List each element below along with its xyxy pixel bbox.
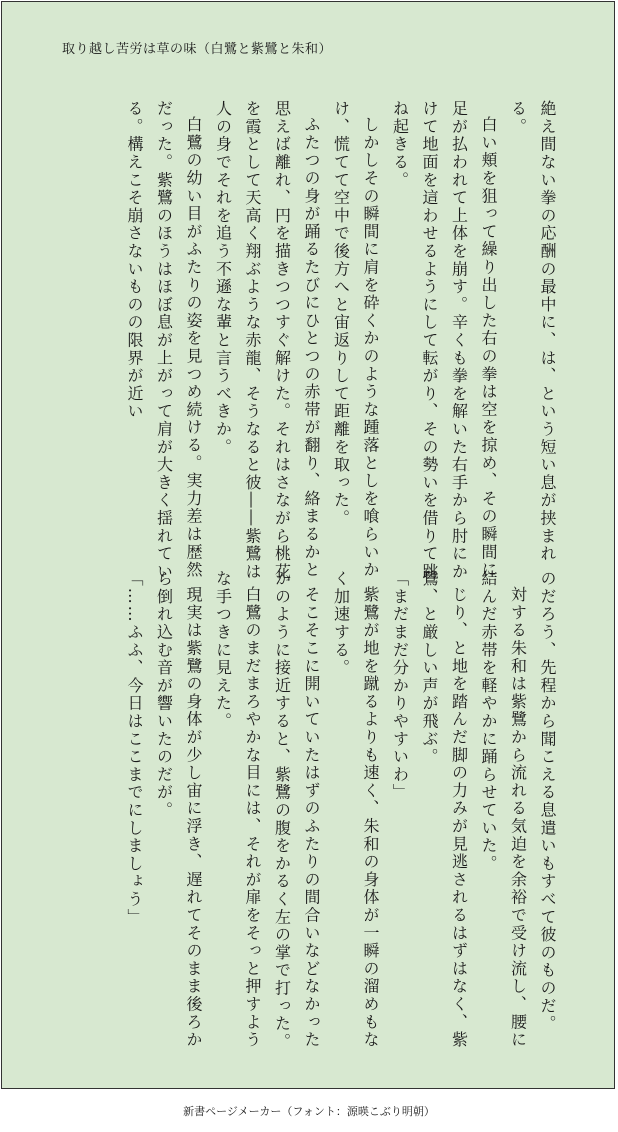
paragraph: しかしその瞬間に肩を砕くかのような踵落としを喰らいかけ、慌てて空中で後方へと宙返りして距離を取った。 (331, 100, 380, 579)
paragraph: 白鷺の幼い目がふたりの姿を見つめ続ける。実力差は歴然だった。紫鷺のほうはほぼ息が上がって肩が大きく揺れている。構えこそ崩さないものの限界が近い (125, 100, 203, 581)
chapter-title: 取り越し苦労は草の味（白鷺と紫鷺と朱和） (62, 42, 333, 57)
paragraph: ふたつの身が踊るたびにひとつの赤帯が翻り、絡まるかと思えば離れ、円を描きつつすぐ解けた。それはさながら桃花を霞として天高く翔ぶような赤龍、そうなると彼――紫鷺は人の身でそれを追う不遜な輩と言うべきか。 (213, 100, 321, 581)
paragraph: 絶え間ない拳の応酬の最中に、は、という短い息が挟まれる。 (508, 100, 557, 563)
paragraph: 対する朱和は紫鷺から流れる気迫を余裕で受け流し、腰に結んだ赤帯を軽やかに踊らせていた。 (479, 570, 528, 1049)
paragraph: そこそこに開いていたはずのふたりの間合いなどなかったかのように接近すると、紫鷺の腹をかるく左の掌で打った。 (272, 570, 321, 1051)
dialogue-line: 「まだまだ分かりやすいわ」 (390, 570, 410, 802)
paragraph: 白鷺のまだまろやかな目には、それが扉をそっと押すような手つきに見えた。 (213, 570, 262, 1049)
paragraph: のだろう、先程から聞こえる息遣いもすべて彼のものだ。 (538, 570, 557, 1033)
book-page (1, 1, 615, 1089)
footer-caption: 新書ページメーカー（フォント：源暎こぶり明朝） (183, 1105, 435, 1118)
text-column-bottom (62, 570, 562, 1060)
text-column-top (62, 100, 562, 590)
paragraph: じり、と地を踏んだ脚の力みが見逃されるはずはなく、紫鷺、と厳しい声が飛ぶ。 (420, 570, 469, 1049)
dialogue-line: 「……ふふ、今日はここまでにしましょう」 (125, 570, 144, 926)
paragraph: 白い頬を狙って繰り出した右の拳は空を掠め、その瞬間に足が払われて上体を崩す。辛くも拳を解いた右手から肘にかけて地面を這わせるようにして転がり、その勢いを借りて跳ね起きる。 (390, 100, 498, 581)
paragraph: 現実は紫鷺の身体が少し宙に浮き、遅れてそのまま後ろから倒れ込む音が響いたのだが。 (154, 570, 203, 1049)
paragraph: 紫鷺が地を蹴るよりも速く、朱和の身体が一瞬の溜めもなく加速する。 (331, 570, 380, 1049)
